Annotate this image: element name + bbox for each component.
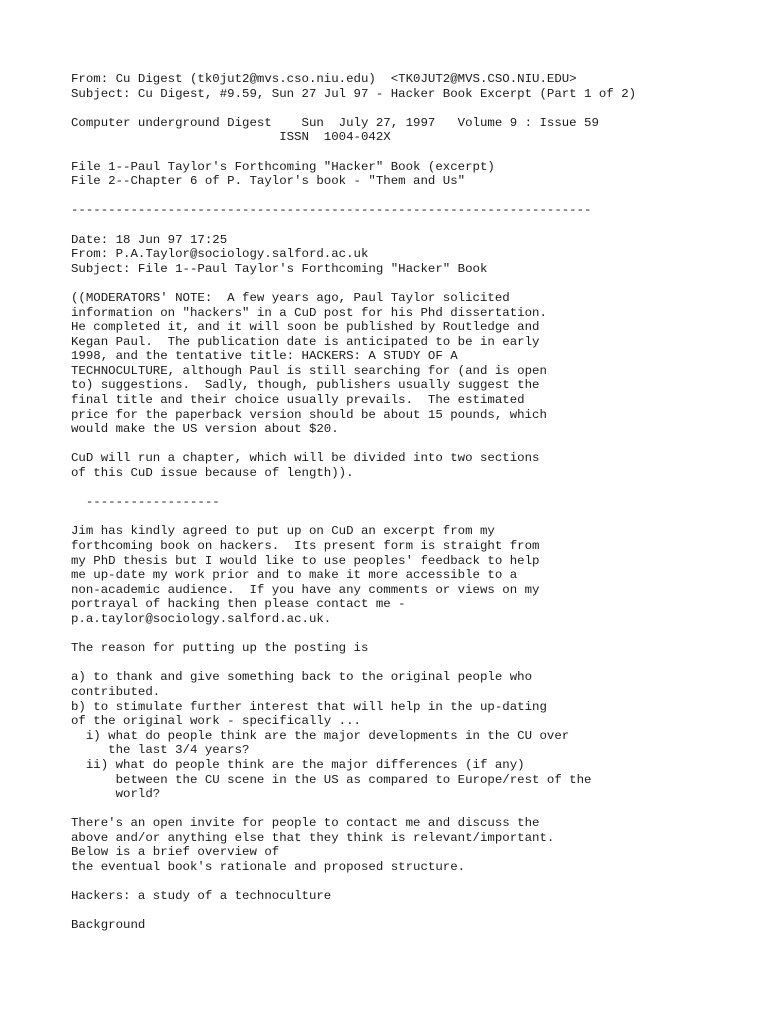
moderators-note-line: to) suggestions. Sadly, though, publishers usually suggest the (71, 378, 540, 393)
reason-line: a) to thank and give something back to the original people who (71, 670, 533, 685)
reason-line: world? (71, 787, 161, 802)
invite-line: There's an open invite for people to contact me and discuss the (71, 816, 540, 831)
moderators-note-line: price for the paperback version should be about 15 pounds, which (71, 407, 547, 422)
section-heading: Background (71, 918, 146, 933)
invite-line: Below is a brief overview of (71, 845, 280, 860)
blank-line (71, 145, 751, 160)
toc-item: File 1--Paul Taylor's Forthcoming "Hacker" Book (excerpt) (71, 159, 495, 174)
moderators-note-line: 1998, and the tentative title: HACKERS: A STUDY OF A (71, 349, 458, 364)
intro-line: non-academic audience. If you have any comments or views on my (71, 582, 540, 597)
reason-line: of the original work - specifically ... (71, 714, 361, 729)
moderators-note-line: TECHNOCULTURE, although Paul is still searching for (and is open (71, 363, 547, 378)
toc-item: File 2--Chapter 6 of P. Taylor's book - "Them and Us" (71, 174, 466, 189)
invite-line: the eventual book's rationale and proposed structure. (71, 860, 466, 875)
moderators-note-line: He completed it, and it will soon be published by Routledge and (71, 320, 540, 335)
separator-line: ---------------------------------------------------------------------- (71, 203, 592, 218)
reason-line: between the CU scene in the US as compared to Europe/rest of the (71, 772, 592, 787)
header-from: From: Cu Digest (tk0jut2@mvs.cso.niu.edu) <TK0JUT2@MVS.CSO.NIU.EDU> (71, 72, 577, 86)
reason-line: the last 3/4 years? (71, 743, 250, 758)
reason-line: b) to stimulate further interest that will help in the up-dating (71, 699, 547, 714)
blank-line (71, 276, 751, 291)
blank-line (71, 218, 751, 233)
reason-line: ii) what do people think are the major differences (if any) (71, 757, 525, 772)
reason-line: contributed. (71, 684, 161, 699)
cud-note-line: of this CuD issue because of length)). (71, 466, 354, 481)
cud-note-line: CuD will run a chapter, which will be divided into two sections (71, 451, 540, 466)
blank-line (71, 510, 751, 525)
message-date: Date: 18 Jun 97 17:25 (71, 232, 228, 247)
email-document (71, 72, 751, 933)
blank-line (71, 802, 751, 817)
short-rule: ------------------ (71, 495, 220, 510)
intro-line: forthcoming book on hackers. Its present form is straight from (71, 539, 540, 553)
header-subject: Subject: Cu Digest, #9.59, Sun 27 Jul 97 - Hacker Book Excerpt (Part 1 of 2) (71, 86, 637, 101)
moderators-note-line: Kegan Paul. The publication date is anticipated to be in early (71, 334, 540, 349)
invite-line: above and/or anything else that they think is relevant/important. (71, 830, 555, 845)
intro-line: p.a.taylor@sociology.salford.ac.uk. (71, 611, 332, 626)
blank-line (71, 101, 751, 116)
blank-line (71, 189, 751, 204)
moderators-note-line: final title and their choice usually prevails. The estimated (71, 393, 525, 408)
issn-line: ISSN 1004-042X (71, 130, 391, 145)
intro-line: my PhD thesis but I would like to use peoples' feedback to help (71, 553, 540, 568)
blank-line (71, 437, 751, 452)
blank-line (71, 481, 751, 496)
reason-heading: The reason for putting up the posting is (71, 641, 369, 656)
moderators-note-line: ((MODERATORS' NOTE: A few years ago, Paul Taylor solicited (71, 290, 510, 305)
moderators-note-line: information on "hackers" in a CuD post for his Phd dissertation. (71, 305, 547, 320)
blank-line (71, 656, 751, 671)
message-subject: Subject: File 1--Paul Taylor's Forthcoming "Hacker" Book (71, 261, 488, 276)
reason-line: i) what do people think are the major developments in the CU over (71, 728, 570, 743)
blank-line (71, 904, 751, 919)
intro-line: portrayal of hacking then please contact me - (71, 597, 406, 612)
moderators-note-line: would make the US version about $20. (71, 422, 339, 437)
message-from: From: P.A.Taylor@sociology.salford.ac.uk (71, 247, 369, 262)
intro-line: me up-date my work prior and to make it more accessible to a (71, 568, 518, 583)
intro-line: Jim has kindly agreed to put up on CuD an excerpt from my (71, 524, 495, 539)
book-title: Hackers: a study of a technoculture (71, 889, 332, 904)
blank-line (71, 875, 751, 890)
blank-line (71, 627, 751, 642)
masthead-line: Computer underground Digest Sun July 27, 1997 Volume 9 : Issue 59 (71, 115, 599, 130)
